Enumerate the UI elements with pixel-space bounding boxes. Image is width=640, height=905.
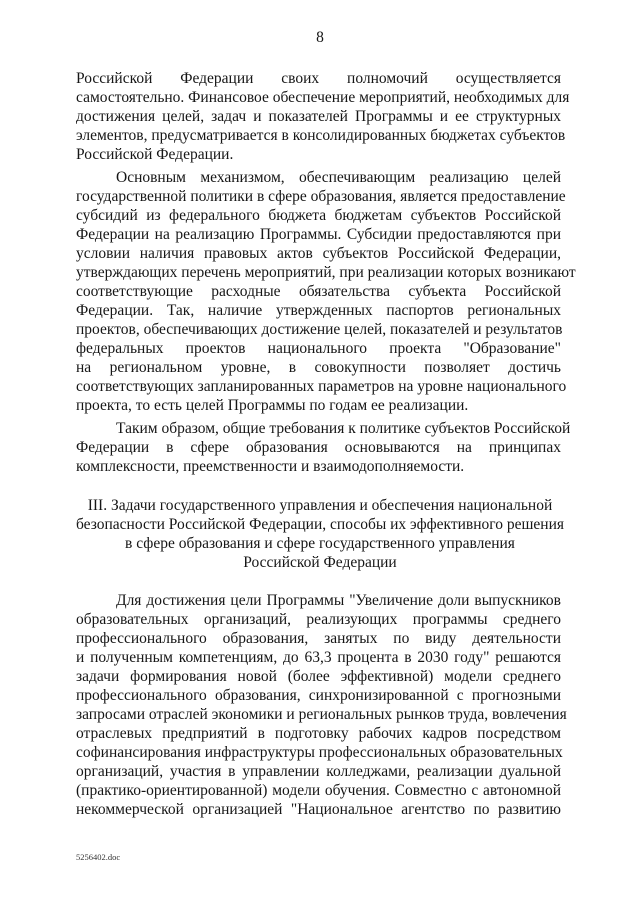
- section-heading-line: безопасности Российской Федерации, способы их эффективного решения: [75, 516, 565, 533]
- text-line: Российской Федерации своих полномочий осуществляется: [76, 70, 561, 87]
- text-line: условии наличия правовых актов субъектов Российской Федерации,: [76, 245, 561, 262]
- section-heading-line: III. Задачи государственного управления и обеспечения национальной: [87, 497, 553, 514]
- text-line: профессионального образования, синхронизированной с прогнозными: [76, 687, 561, 704]
- text-line: соответствующих запланированных параметров на уровне национального: [76, 378, 567, 395]
- text-line: элементов, предусматривается в консолидированных бюджетах субъектов: [76, 127, 566, 144]
- text-line: самостоятельно. Финансовое обеспечение мероприятий, необходимых для: [76, 89, 570, 106]
- text-line: (практико-ориентированной) модели обучения. Совместно с автономной: [76, 782, 561, 799]
- text-line: задачи формирования новой (более эффективной) модели среднего: [76, 668, 561, 685]
- text-line: и полученным компетенциям, до 63,3 процента в 2030 году" решаются: [76, 649, 561, 666]
- text-line: Федерации. Так, наличие утвержденных паспортов региональных: [76, 302, 561, 319]
- text-line: Для достижения цели Программы "Увеличение доли выпускников: [116, 592, 561, 609]
- text-line: некоммерческой организацией "Национальное агентство по развитию: [76, 801, 561, 818]
- text-line: софинансирования инфраструктуры профессиональных образовательных: [76, 744, 563, 761]
- section-heading-line: Российской Федерации: [243, 554, 397, 571]
- section-heading-line: в сфере образования и сфере государственного управления: [125, 535, 515, 552]
- text-line: организаций, участия в управлении колледжами, реализации дуальной: [76, 763, 561, 780]
- text-line: Основным механизмом, обеспечивающим реализацию целей: [116, 169, 561, 186]
- text-line: профессионального образования, занятых по виду деятельности: [76, 630, 561, 647]
- text-line: проектов, обеспечивающих достижение целей, показателей и результатов: [76, 321, 563, 338]
- text-line: субсидий из федерального бюджета бюджетам субъектов Российской: [76, 207, 561, 224]
- text-line: отраслевых предприятий в подготовку рабочих кадров посредством: [76, 725, 561, 742]
- text-line: проекта, то есть целей Программы по годам ее реализации.: [76, 397, 469, 414]
- text-line: достижения целей, задач и показателей Программы и ее структурных: [76, 108, 561, 125]
- text-line: Российской Федерации.: [76, 146, 234, 163]
- text-line: на региональном уровне, в совокупности позволяет достичь: [76, 359, 561, 376]
- footer-file-name: 5256402.doc: [76, 852, 121, 862]
- text-line: Таким образом, общие требования к политике субъектов Российской: [116, 420, 571, 437]
- text-line: государственной политики в сфере образования, является предоставление: [76, 188, 566, 205]
- text-line: Федерации на реализацию Программы. Субсидии предоставляются при: [76, 226, 561, 243]
- text-line: федеральных проектов национального проекта "Образование": [76, 340, 561, 357]
- text-line: соответствующие расходные обязательства субъекта Российской: [76, 283, 561, 300]
- text-line: запросами отраслей экономики и региональных рынков труда, вовлечения: [76, 706, 567, 723]
- text-line: комплексности, преемственности и взаимодополняемости.: [76, 458, 465, 475]
- text-line: Федерации в сфере образования основываются на принципах: [76, 439, 561, 456]
- page-number: 8: [316, 29, 324, 46]
- text-line: образовательных организаций, реализующих программы среднего: [76, 611, 561, 628]
- text-line: утверждающих перечень мероприятий, при реализации которых возникают: [76, 264, 576, 281]
